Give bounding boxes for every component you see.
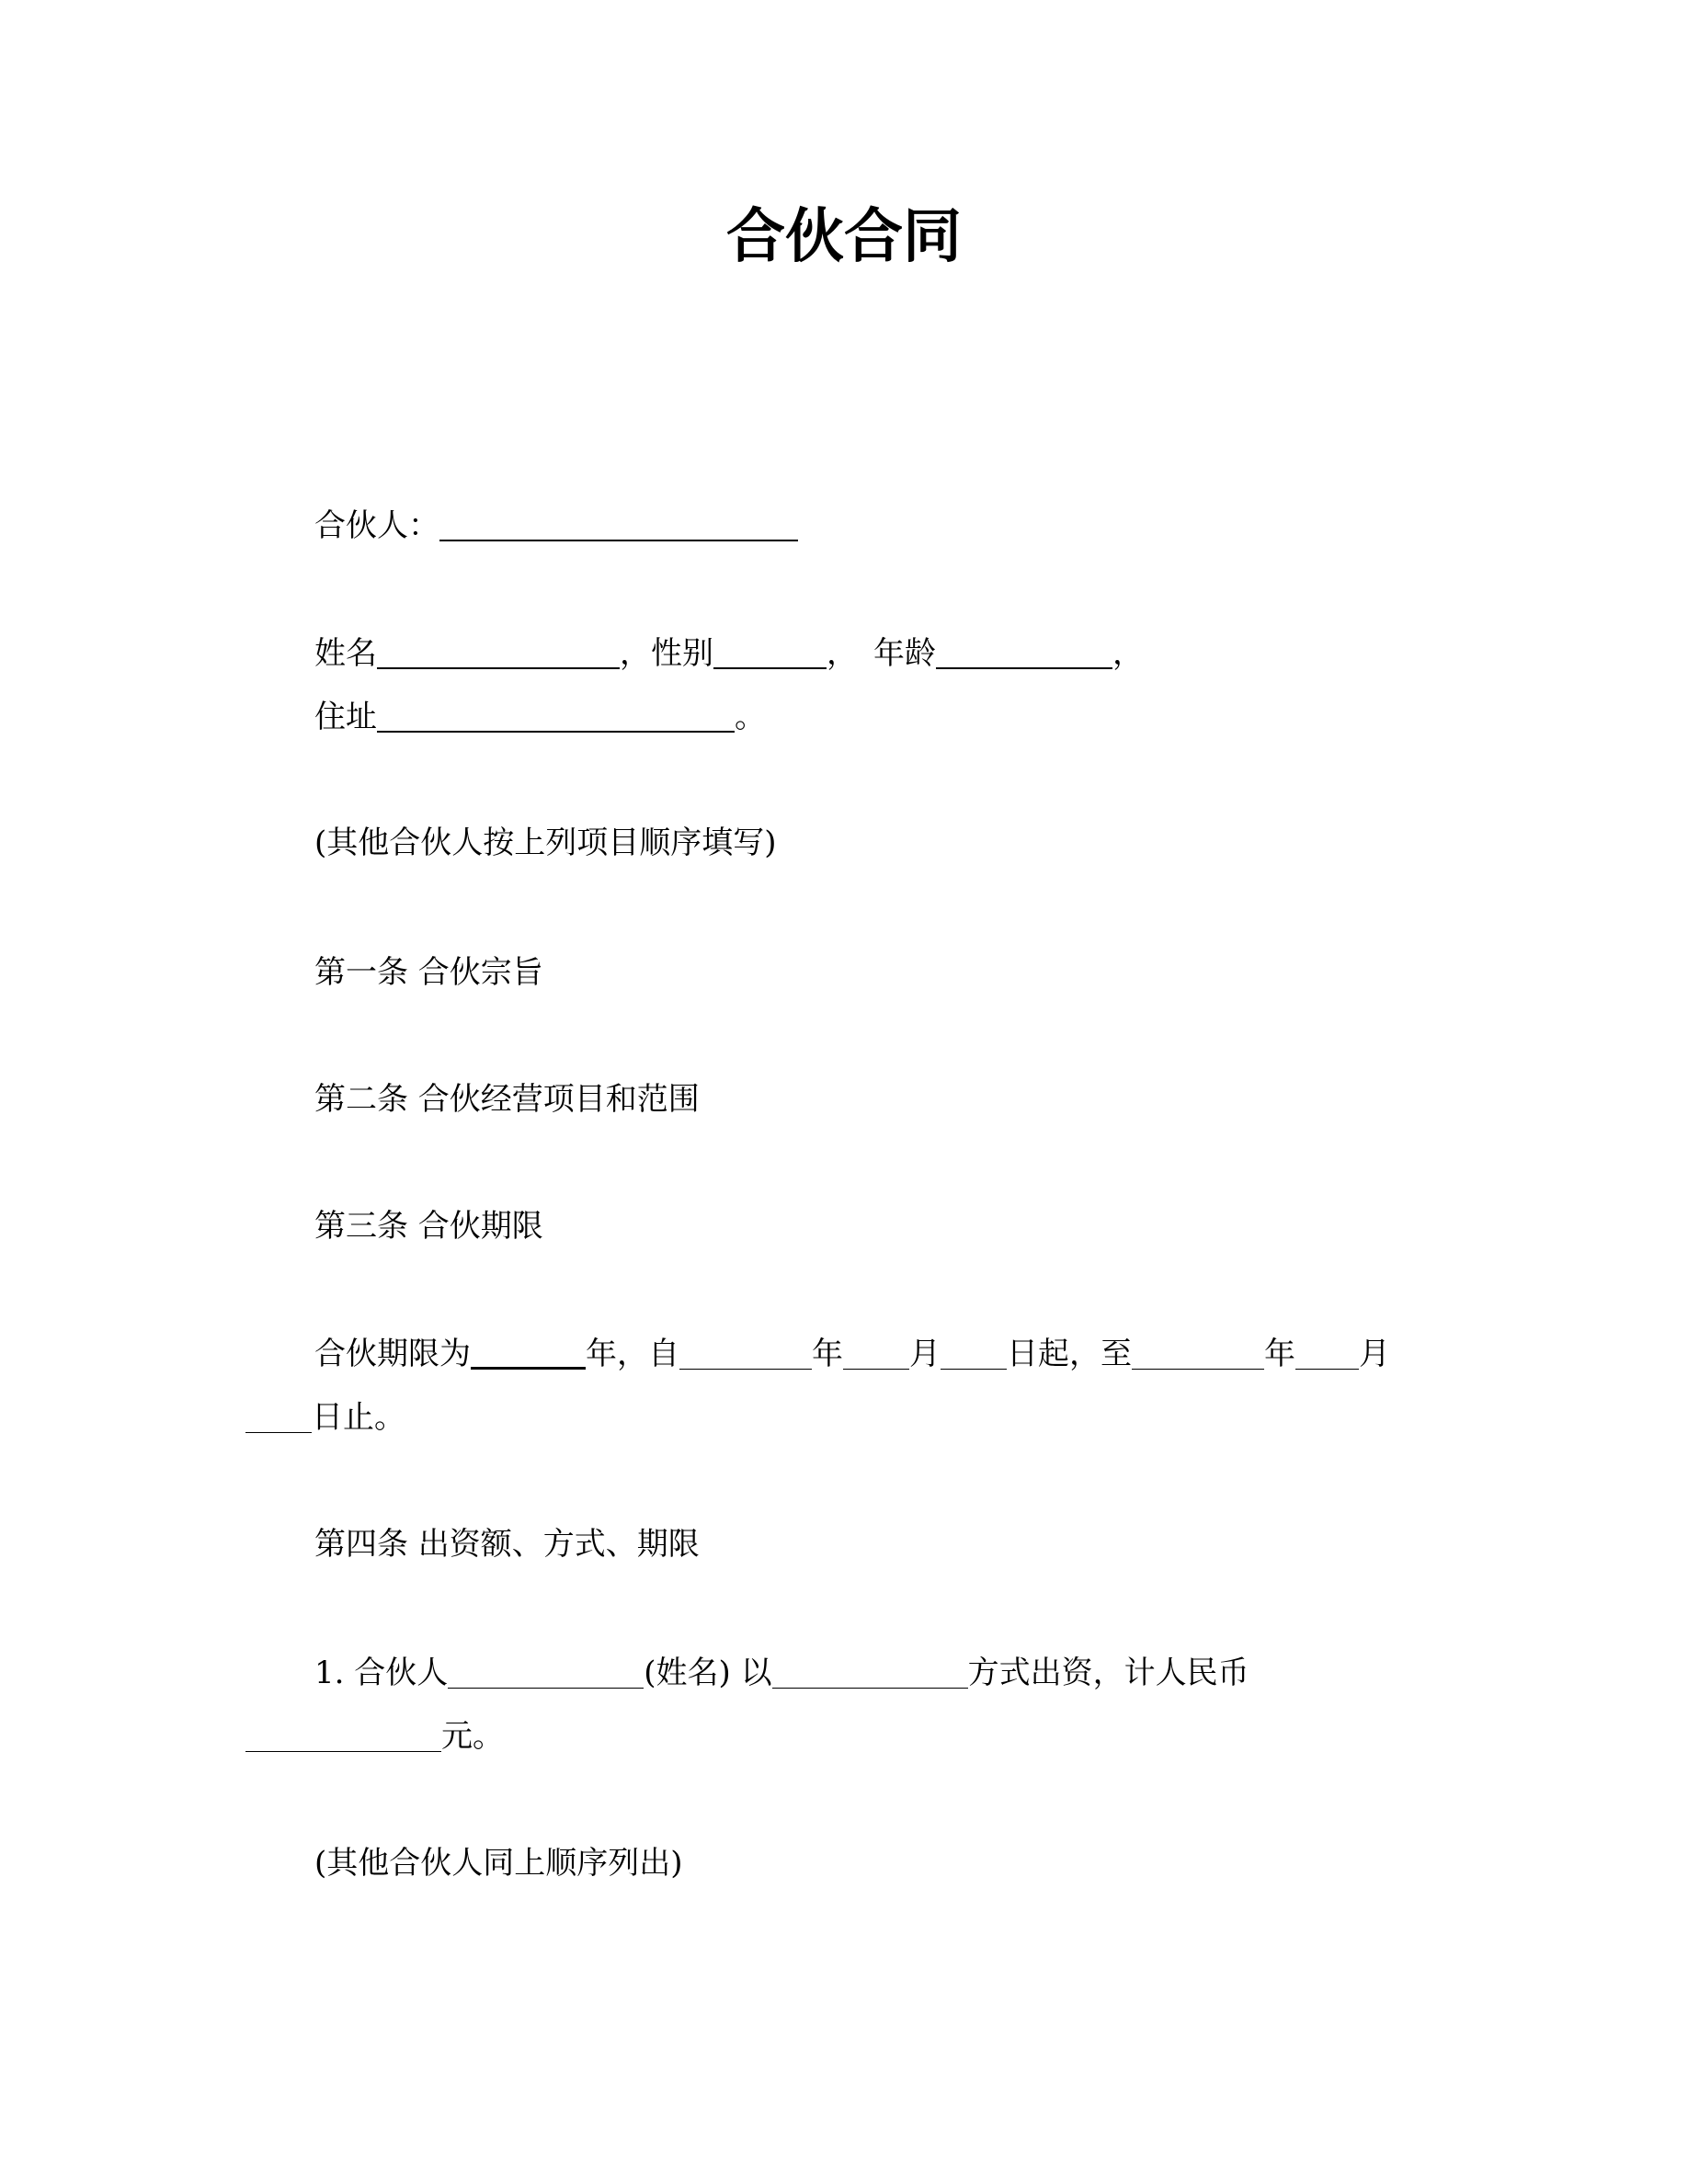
article-3-heading: 第三条 合伙期限 bbox=[314, 1208, 543, 1245]
contrib-text: 1. 合伙人 bbox=[314, 1655, 449, 1691]
age-label: ， 年龄 bbox=[827, 635, 936, 672]
start-day-blank[interactable] bbox=[941, 1336, 1007, 1370]
document-title: 合伙合同 bbox=[726, 203, 962, 271]
article-2-heading: 第二条 合伙经营项目和范围 bbox=[314, 1081, 700, 1118]
address-blank[interactable] bbox=[377, 698, 735, 733]
partner-line bbox=[314, 503, 798, 549]
contrib-text: 方式出资，计人民币 bbox=[967, 1655, 1249, 1691]
term-text: 合伙期限为 bbox=[314, 1336, 471, 1372]
term-text: 月 bbox=[1359, 1336, 1390, 1372]
years-blank[interactable] bbox=[471, 1334, 586, 1370]
term-text: 年 bbox=[1264, 1336, 1295, 1372]
end-year-blank[interactable] bbox=[1132, 1336, 1264, 1370]
contribution-line bbox=[314, 1650, 1249, 1696]
term-text: 年，自 bbox=[586, 1336, 679, 1372]
name-label: 姓名 bbox=[314, 635, 377, 672]
partner-label: 合伙人： bbox=[314, 507, 439, 544]
start-month-blank[interactable] bbox=[843, 1336, 909, 1370]
end-month-blank[interactable] bbox=[1295, 1336, 1359, 1370]
address-label: 住址 bbox=[314, 699, 377, 735]
personal-info-line bbox=[314, 631, 1144, 677]
term-text: 日起，至 bbox=[1007, 1336, 1132, 1372]
start-year-blank[interactable] bbox=[679, 1336, 812, 1370]
term-text: 年 bbox=[812, 1336, 843, 1372]
comma: ， bbox=[1112, 635, 1144, 672]
partner-blank[interactable] bbox=[439, 506, 798, 541]
term-text: 月 bbox=[909, 1336, 941, 1372]
note-other-partners: (其他合伙人按上列项目顺序填写) bbox=[314, 825, 777, 861]
address-line bbox=[314, 694, 766, 740]
note-other-partners-2: (其他合伙人同上顺序列出) bbox=[314, 1845, 683, 1882]
age-blank[interactable] bbox=[936, 634, 1112, 669]
partner-name-blank[interactable] bbox=[448, 1655, 644, 1689]
end-day-blank[interactable] bbox=[245, 1399, 312, 1433]
contrib-text: 元。 bbox=[441, 1718, 504, 1755]
method-blank[interactable] bbox=[772, 1655, 968, 1689]
gender-label: ，性别 bbox=[620, 635, 713, 672]
term-line-cont bbox=[245, 1394, 405, 1440]
contrib-text: (姓名) 以 bbox=[644, 1655, 772, 1691]
contribution-line-cont bbox=[245, 1713, 504, 1759]
name-blank[interactable] bbox=[377, 634, 620, 669]
article-1-heading: 第一条 合伙宗旨 bbox=[314, 954, 543, 991]
term-line bbox=[314, 1331, 1390, 1377]
term-text: 日止。 bbox=[312, 1399, 405, 1436]
period: 。 bbox=[735, 699, 766, 735]
article-4-heading: 第四条 出资额、方式、期限 bbox=[314, 1526, 700, 1563]
gender-blank[interactable] bbox=[713, 634, 827, 669]
amount-blank[interactable] bbox=[245, 1718, 441, 1752]
